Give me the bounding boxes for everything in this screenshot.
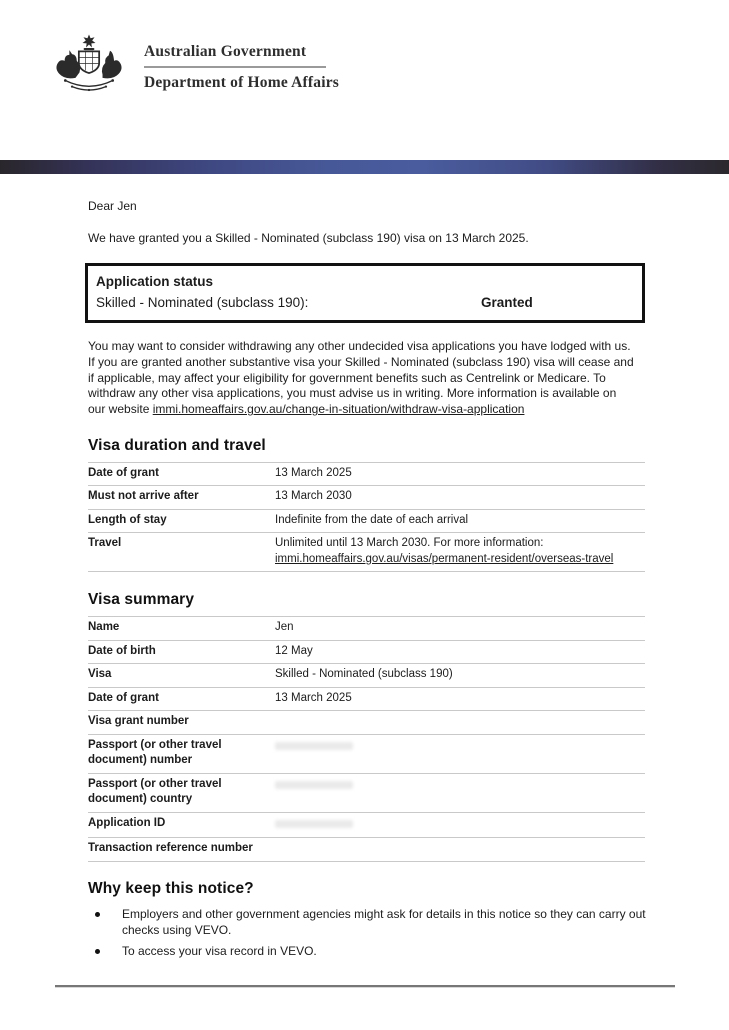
- application-status-box: [85, 263, 645, 323]
- row-value: [275, 816, 645, 834]
- table-row: [88, 813, 645, 839]
- salutation: Dear Jen: [88, 199, 137, 213]
- table-row: [88, 533, 645, 572]
- australian-coat-of-arms-icon: [45, 33, 133, 101]
- visa-summary-table: [88, 616, 645, 862]
- table-row: [88, 711, 645, 735]
- status-granted-value: Granted: [481, 295, 533, 310]
- row-value: [275, 644, 645, 660]
- table-row: [88, 641, 645, 665]
- withdraw-text: You may want to consider withdrawing any other undecided visa applications you have lodged with us. If you are granted another substantive visa your Skilled - Nominated (subclass 190) visa will cease and if applicable, may affect your eligibility for government benefits such as Centrelink or Medicare. To withdraw any other visa applications, you must advise us in writing. More information is available on our website: [88, 339, 634, 417]
- table-row: [88, 774, 645, 813]
- row-value: [275, 513, 645, 529]
- government-title: Australian Government: [144, 43, 307, 60]
- row-value: [275, 489, 645, 505]
- row-value-text: 13 March 2025: [275, 466, 352, 479]
- row-label: Passport (or other travel document) country: [88, 777, 222, 806]
- bullet-item: To access your visa record in VEVO.: [88, 943, 648, 959]
- row-value-text: Indefinite from the date of each arrival: [275, 513, 469, 526]
- row-label: Date of grant: [88, 466, 159, 479]
- row-label: Travel: [88, 537, 122, 550]
- row-value: [275, 738, 645, 769]
- redacted-value: [275, 781, 353, 789]
- row-value: [275, 691, 645, 707]
- table-row: [88, 688, 645, 712]
- letter-body: [0, 198, 729, 988]
- table-row: [88, 664, 645, 688]
- row-label: Transaction reference number: [88, 842, 253, 855]
- row-label: Must not arrive after: [88, 490, 199, 503]
- row-label: Length of stay: [88, 513, 167, 526]
- table-row: [88, 486, 645, 510]
- redacted-value: [275, 742, 353, 750]
- section-title-visa-duration: Visa duration and travel: [88, 436, 266, 454]
- row-value: [275, 536, 645, 567]
- letterhead-divider: [144, 66, 326, 68]
- row-value: [275, 466, 645, 482]
- row-value: [275, 714, 645, 730]
- header-gradient-bar: [0, 160, 729, 174]
- row-label: Name: [88, 621, 120, 634]
- row-link[interactable]: immi.homeaffairs.gov.au/visas/permanent-resident/overseas-travel: [275, 552, 614, 565]
- withdraw-paragraph: [88, 339, 636, 418]
- status-box-row: [96, 292, 634, 313]
- row-label: Visa grant number: [88, 715, 189, 728]
- withdraw-link[interactable]: immi.homeaffairs.gov.au/change-in-situation/withdraw-visa-application: [152, 402, 525, 417]
- row-value: [275, 777, 645, 808]
- row-value: [275, 620, 645, 636]
- row-label: Date of grant: [88, 691, 159, 704]
- row-value-text: 13 March 2025: [275, 691, 352, 704]
- row-value-text: 12 May: [275, 644, 313, 657]
- visa-duration-table: [88, 462, 645, 573]
- row-value-text: Jen: [275, 621, 294, 634]
- row-value-text: Skilled - Nominated (subclass 190): [275, 668, 453, 681]
- status-box-title: Application status: [96, 274, 214, 289]
- grant-intro-line: We have granted you a Skilled - Nominated (subclass 190) visa on 13 March 2025.: [88, 231, 529, 245]
- row-value-text: 13 March 2030: [275, 490, 352, 503]
- letterhead: [0, 0, 729, 130]
- status-visa-label: Skilled - Nominated (subclass 190):: [96, 295, 309, 310]
- table-row: [88, 617, 645, 641]
- section-title-visa-summary: Visa summary: [88, 591, 195, 609]
- table-row: [88, 463, 645, 487]
- department-title: Department of Home Affairs: [144, 73, 340, 91]
- table-row: [88, 838, 645, 862]
- row-label: Visa: [88, 668, 112, 681]
- why-bullet-list: [88, 906, 648, 959]
- row-value-text: Unlimited until 13 March 2030. For more information:: [275, 537, 544, 550]
- section-title-why-keep: Why keep this notice?: [88, 879, 254, 897]
- footer-divider-rule: [55, 985, 675, 988]
- row-label: Application ID: [88, 816, 166, 829]
- row-value: [275, 841, 645, 857]
- row-label: Date of birth: [88, 644, 156, 657]
- bullet-item: Employers and other government agencies might ask for details in this notice so they can carry out checks using VEVO.: [88, 906, 648, 938]
- redacted-value: [275, 820, 353, 828]
- table-row: [88, 735, 645, 774]
- table-row: [88, 510, 645, 534]
- row-value: [275, 667, 645, 683]
- row-label: Passport (or other travel document) number: [88, 738, 222, 767]
